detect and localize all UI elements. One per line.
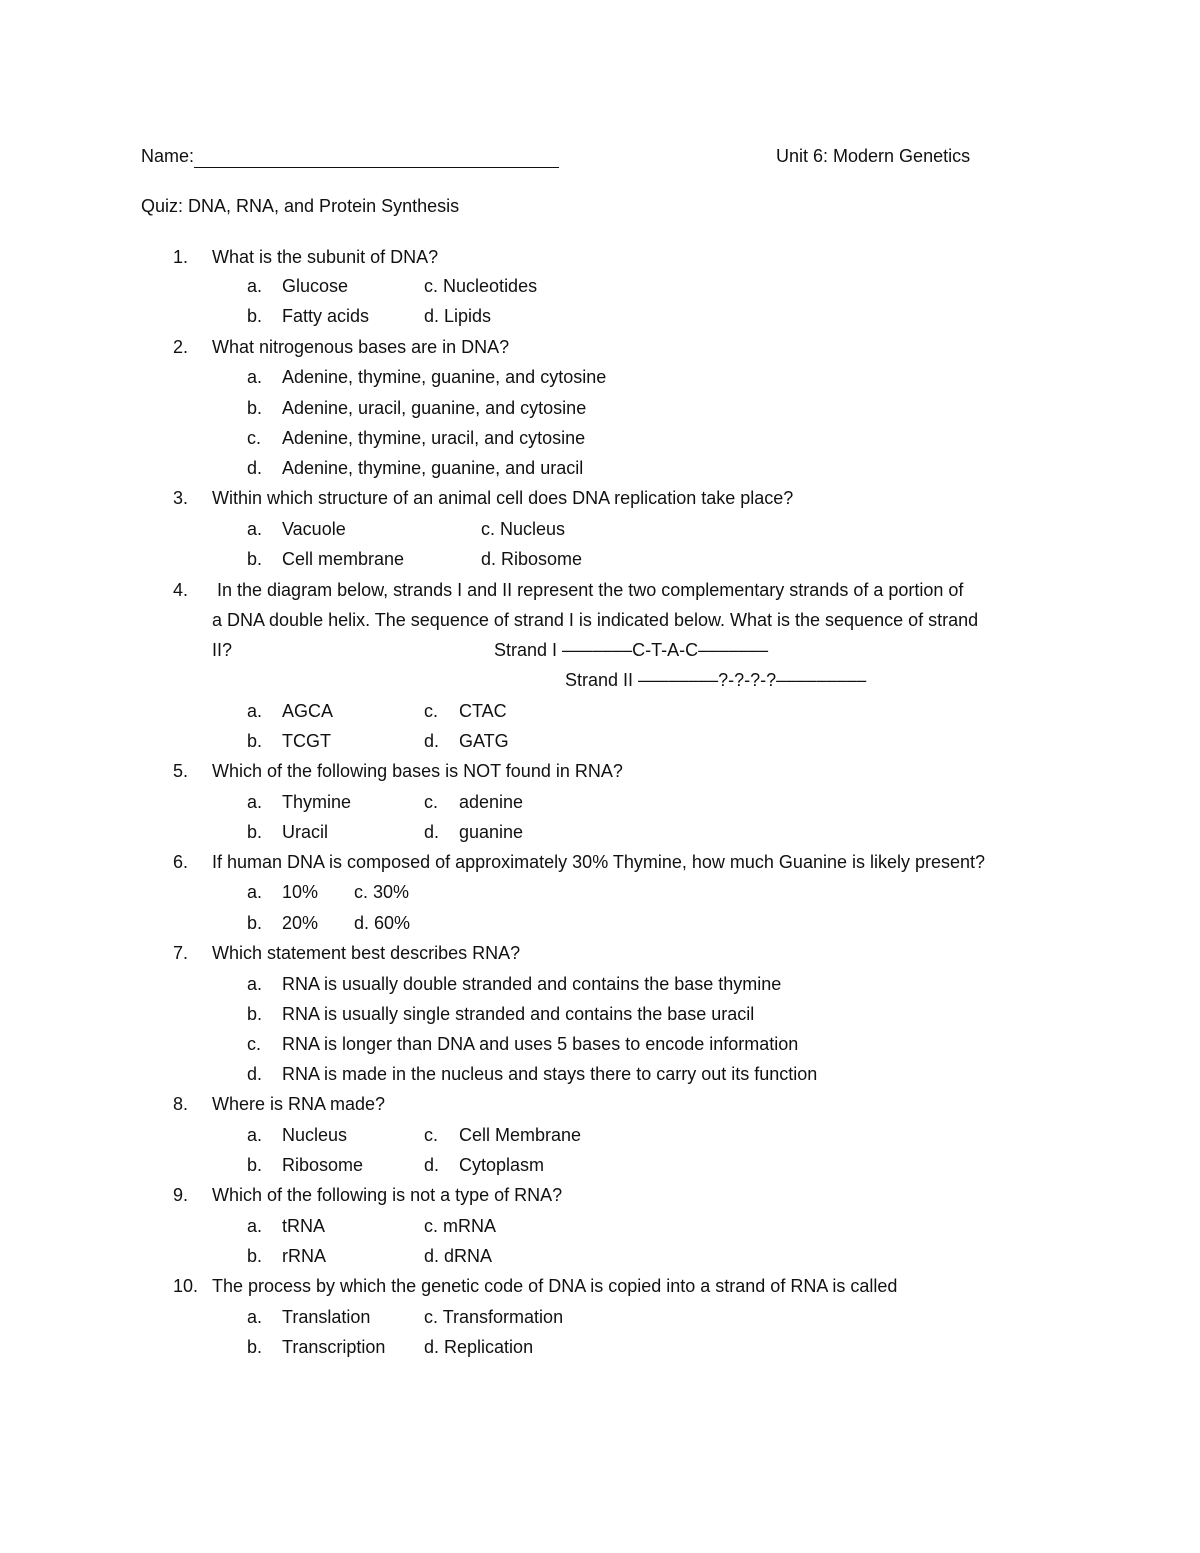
- option-9b[interactable]: b. rRNA: [247, 1246, 326, 1266]
- option-10b[interactable]: b. Transcription: [247, 1337, 386, 1357]
- option-2b[interactable]: b. Adenine, uracil, guanine, and cytosine: [247, 398, 587, 418]
- option-6b[interactable]: b. 20%: [247, 913, 319, 933]
- quiz-title: Quiz: DNA, RNA, and Protein Synthesis: [141, 196, 460, 216]
- question-5: 5. Which of the following bases is NOT found in RNA?: [173, 761, 623, 781]
- option-9d[interactable]: d. dRNA: [424, 1246, 493, 1266]
- option-7d[interactable]: d. RNA is made in the nucleus and stays there to carry out its function: [247, 1064, 818, 1084]
- option-3d[interactable]: d. Ribosome: [481, 549, 583, 569]
- option-10d[interactable]: d. Replication: [424, 1337, 534, 1357]
- option-2a[interactable]: a. Adenine, thymine, guanine, and cytosine: [247, 367, 607, 387]
- option-1d[interactable]: d. Lipids: [424, 306, 492, 326]
- option-1b[interactable]: b. Fatty acids: [247, 306, 370, 326]
- option-8a[interactable]: a. Nucleus: [247, 1125, 348, 1145]
- option-9c[interactable]: c. mRNA: [424, 1216, 497, 1236]
- question-2: 2. What nitrogenous bases are in DNA?: [173, 337, 510, 357]
- question-4: 4. In the diagram below, strands I and II represent the two complementary strands of a portion of: [173, 580, 964, 600]
- option-2d[interactable]: d. Adenine, thymine, guanine, and uracil: [247, 458, 584, 478]
- option-1a[interactable]: a. Glucose: [247, 276, 349, 296]
- option-1c[interactable]: c. Nucleotides: [424, 276, 538, 296]
- question-7: 7. Which statement best describes RNA?: [173, 943, 521, 963]
- option-8b[interactable]: b. Ribosome: [247, 1155, 364, 1175]
- option-4d[interactable]: d. GATG: [424, 731, 509, 751]
- option-2c[interactable]: c. Adenine, thymine, uracil, and cytosine: [247, 428, 586, 448]
- option-8d[interactable]: d. Cytoplasm: [424, 1155, 545, 1175]
- question-3: 3. Within which structure of an animal cell does DNA replication take place?: [173, 488, 794, 508]
- strand-2-sequence: Strand II ––––––––?-?-?-?–––––––––: [565, 670, 867, 690]
- option-5a[interactable]: a. Thymine: [247, 792, 352, 812]
- option-3a[interactable]: a. Vacuole: [247, 519, 346, 539]
- option-3b[interactable]: b. Cell membrane: [247, 549, 405, 569]
- option-7a[interactable]: a. RNA is usually double stranded and contains the base thymine: [247, 974, 782, 994]
- strand-1-sequence: Strand I –––––––C-T-A-C–––––––: [494, 640, 769, 660]
- option-10a[interactable]: a. Translation: [247, 1307, 371, 1327]
- option-6d[interactable]: d. 60%: [354, 913, 411, 933]
- option-5b[interactable]: b. Uracil: [247, 822, 329, 842]
- option-9a[interactable]: a. tRNA: [247, 1216, 326, 1236]
- option-5d[interactable]: d. guanine: [424, 822, 524, 842]
- option-4a[interactable]: a. AGCA: [247, 701, 334, 721]
- option-4b[interactable]: b. TCGT: [247, 731, 331, 751]
- unit-title: Unit 6: Modern Genetics: [776, 146, 971, 166]
- option-3c[interactable]: c. Nucleus: [481, 519, 566, 539]
- question-4-line3: II?: [212, 640, 233, 660]
- name-line: [141, 144, 559, 168]
- option-5c[interactable]: c. adenine: [424, 792, 524, 812]
- option-10c[interactable]: c. Transformation: [424, 1307, 564, 1327]
- question-4-line2: a DNA double helix. The sequence of strand I is indicated below. What is the sequence of strand: [212, 610, 979, 630]
- option-6c[interactable]: c. 30%: [354, 882, 410, 902]
- option-6a[interactable]: a. 10%: [247, 882, 319, 902]
- question-10: 10. The process by which the genetic code of DNA is copied into a strand of RNA is called: [173, 1276, 898, 1296]
- option-8c[interactable]: c. Cell Membrane: [424, 1125, 582, 1145]
- name-label: Name:: [141, 146, 195, 166]
- question-8: 8. Where is RNA made?: [173, 1094, 386, 1114]
- option-7b[interactable]: b. RNA is usually single stranded and contains the base uracil: [247, 1004, 755, 1024]
- option-4c[interactable]: c. CTAC: [424, 701, 507, 721]
- question-9: 9. Which of the following is not a type of RNA?: [173, 1185, 563, 1205]
- question-1: 1. What is the subunit of DNA?: [173, 247, 439, 267]
- option-7c[interactable]: c. RNA is longer than DNA and uses 5 bases to encode information: [247, 1034, 799, 1054]
- name-blank[interactable]: [194, 147, 559, 168]
- question-6: 6. If human DNA is composed of approximately 30% Thymine, how much Guanine is likely present?: [173, 852, 986, 872]
